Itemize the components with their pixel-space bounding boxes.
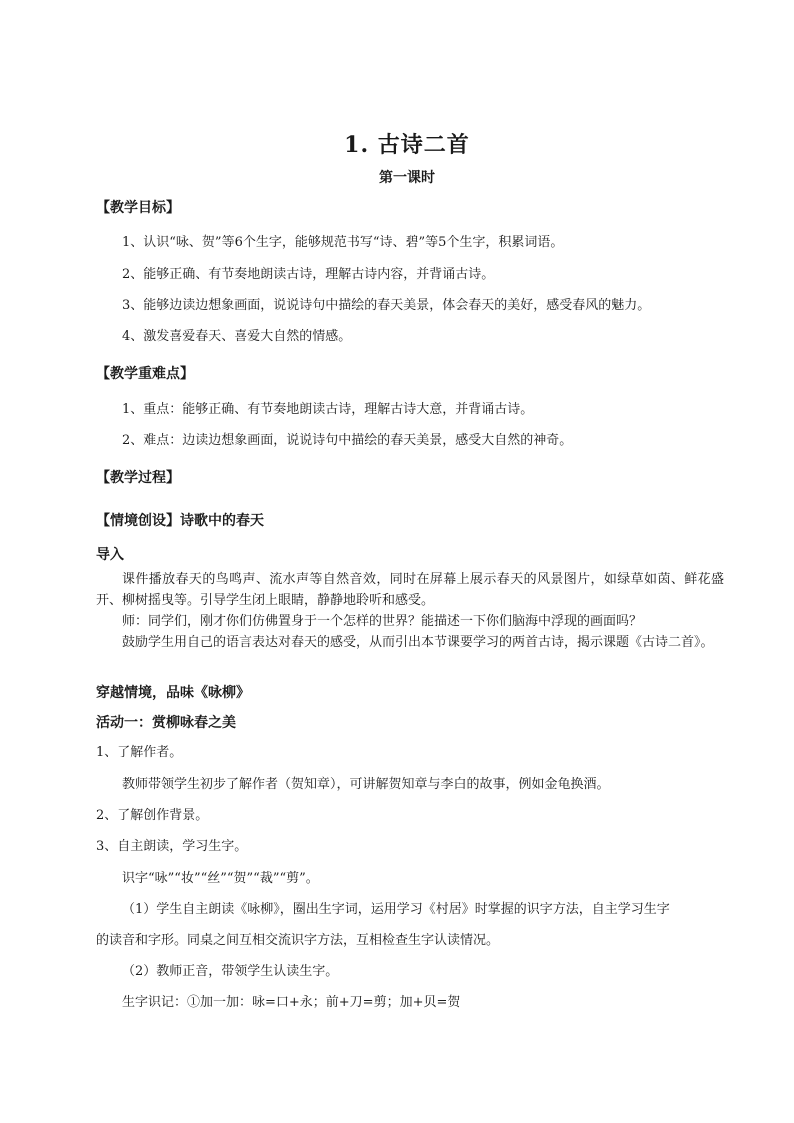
goals-heading: 【教学目标】 [96, 200, 180, 216]
sub-step-text: （2）教师正音，带领学生认读生字。 [122, 964, 339, 979]
sub-step-text: （1）学生自主朗读《咏柳》，圈出生字词，运用学习《村居》时掌握的识字方法，自主学习生字 [122, 902, 670, 917]
step-item: 2、了解创作背景。 [96, 808, 209, 823]
key-points-heading: 【教学重难点】 [96, 366, 194, 382]
sub-step-text: 的读音和字形。同桌之间互相交流识字方法，互相检查生字认读情况。 [96, 933, 500, 948]
key-point-item: 1、重点：能够正确、有节奏地朗读古诗，理解古诗大意，并背诵古诗。 [122, 402, 534, 417]
intro-paragraph: 鼓励学生用自己的语言表达对春天的感受，从而引出本节课要学习的两首古诗，揭示课题《古诗二首》。 [122, 635, 714, 650]
goal-item: 4、激发喜爱春天、喜爱大自然的情感。 [122, 329, 352, 344]
intro-paragraph: 课件播放春天的鸟鸣声、流水声等自然音效，同时在屏幕上展示春天的风景图片，如绿草如茵、鲜花盛开、柳树摇曳等。引导学生闭上眼睛，静静地聆听和感受。 [96, 572, 724, 608]
step-text: 教师带领学生初步了解作者（贺知章），可讲解贺知章与李白的故事，例如金龟换酒。 [122, 777, 610, 792]
scene-heading: 【情境创设】诗歌中的春天 [96, 513, 264, 529]
process-heading: 【教学过程】 [96, 470, 180, 486]
intro-heading: 导入 [96, 547, 124, 563]
intro-paragraph: 师：同学们，刚才你们仿佛置身于一个怎样的世界？能描述一下你们脑海中浮现的画面吗？ [122, 614, 643, 629]
activity-heading: 活动一：赏柳咏春之美 [96, 715, 236, 731]
step-item: 3、自主朗读，学习生字。 [96, 839, 248, 854]
key-point-item: 2、难点：边读边想象画面，说说诗句中描绘的春天美景，感受大自然的神奇。 [122, 433, 573, 448]
page-title: 1. 古诗二首 [344, 132, 470, 158]
page-subtitle: 第一课时 [379, 170, 435, 186]
chars-line: 识字“咏”“妆”“丝”“贺”“裁”“剪”。 [122, 871, 319, 886]
goal-item: 2、能够正确、有节奏地朗读古诗，理解古诗内容，并背诵古诗。 [122, 267, 495, 282]
step-item: 1、了解作者。 [96, 745, 183, 760]
goal-item: 3、能够边读边想象画面，说说诗句中描绘的春天美景，体会春天的美好，感受春风的魅力。 [122, 298, 651, 313]
memory-line: 生字识记：①加一加：咏=口+永；前+刀=剪；加+贝=贺 [122, 995, 461, 1010]
goal-item: 1、认识“咏、贺”等6个生字，能够规范书写“诗、碧”等5个生字，积累词语。 [122, 235, 564, 250]
part-heading: 穿越情境，品味《咏柳》 [96, 685, 250, 701]
